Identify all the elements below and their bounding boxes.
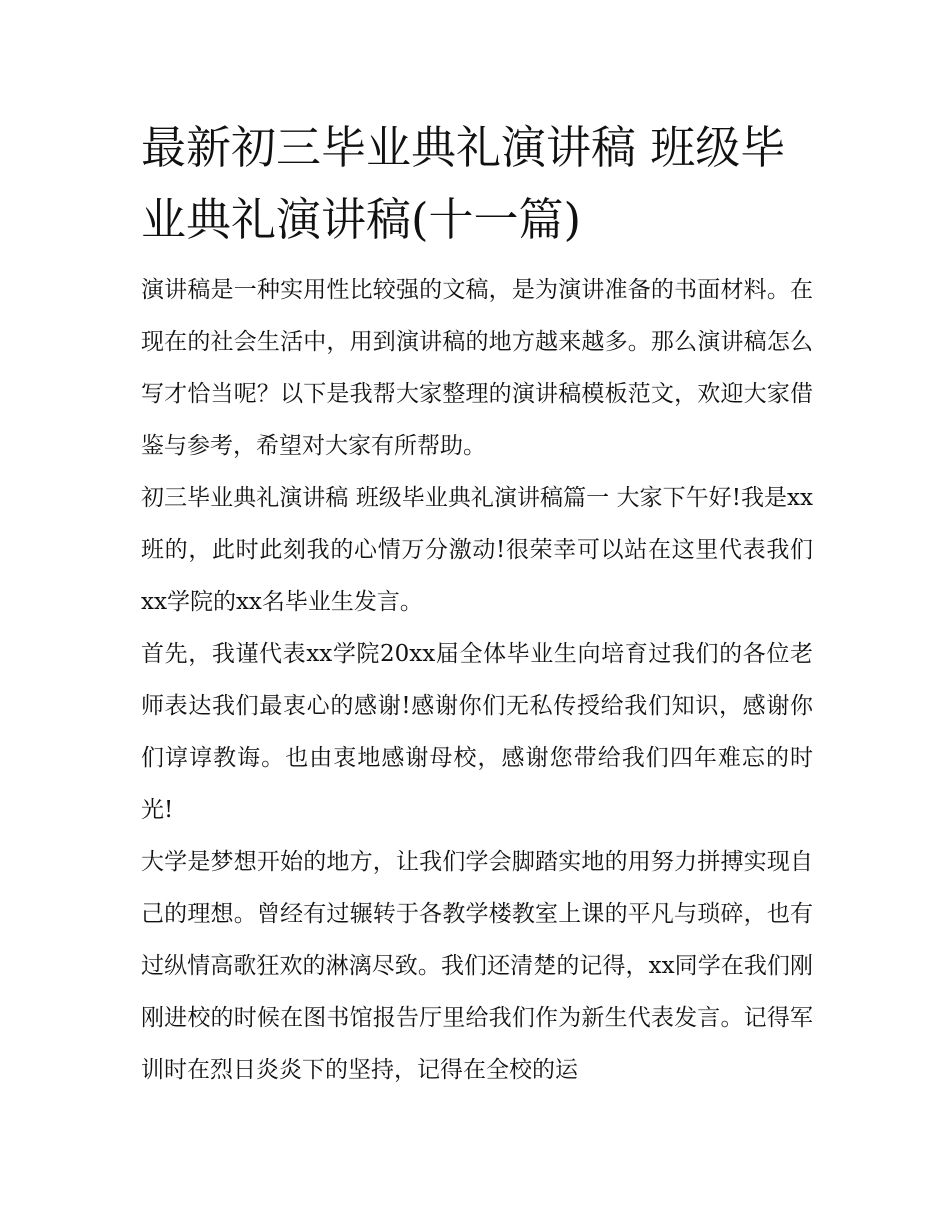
paragraph-intro: 演讲稿是一种实用性比较强的文稿，是为演讲准备的书面材料。在现在的社会生活中，用到演讲稿的地方越来越多。那么演讲稿怎么写才恰当呢？以下是我帮大家整理的演讲稿模板范文，欢迎大家借鉴与参考，希望对大家有所帮助。: [141, 277, 813, 459]
paragraph-greeting: 初三毕业典礼演讲稿 班级毕业典礼演讲稿篇一 大家下午好!我是xx班的，此时此刻我的心情万分激动!很荣幸可以站在这里代表我们xx学院的xx名毕业生发言。: [141, 485, 813, 615]
document-title: 最新初三毕业典礼演讲稿 班级毕业典礼演讲稿(十一篇): [141, 121, 786, 246]
document-page: [141, 112, 813, 1096]
paragraph-memories: 大学是梦想开始的地方，让我们学会脚踏实地的用努力拼搏实现自己的理想。曾经有过辗转于各教学楼教室上课的平凡与琐碎，也有过纵情高歌狂欢的淋漓尽致。我们还清楚的记得，xx同学在我们刚刚进校的时候在图书馆报告厅里给我们作为新生代表发言。记得军训时在烈日炎炎下的坚持，记得在全校的运: [141, 849, 813, 1083]
paragraph-thanks: 首先，我谨代表xx学院20xx届全体毕业生向培育过我们的各位老师表达我们最衷心的感谢!感谢你们无私传授给我们知识，感谢你们谆谆教诲。也由衷地感谢母校，感谢您带给我们四年难忘的时光!: [141, 641, 813, 823]
